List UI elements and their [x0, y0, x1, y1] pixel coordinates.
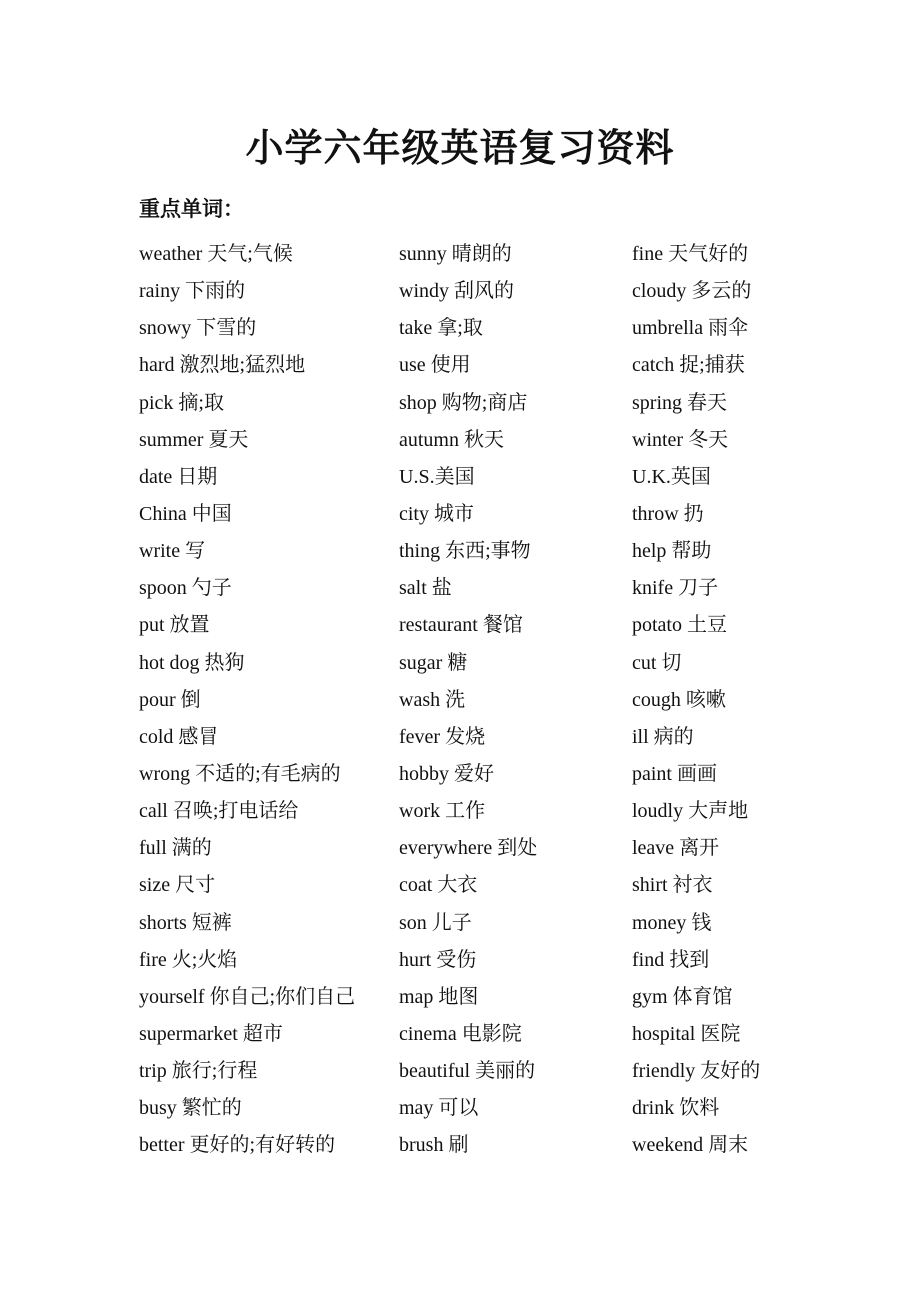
vocab-entry: map 地图: [399, 985, 479, 1008]
vocab-entry: autumn 秋天: [399, 428, 504, 451]
vocab-entry: brush 刷: [399, 1134, 469, 1157]
vocab-row: [0, 310, 920, 347]
vocab-entry: paint 画画: [632, 762, 717, 785]
vocab-entry: winter 冬天: [632, 428, 729, 451]
vocab-entry: U.K.英国: [632, 465, 711, 488]
vocab-entry: sunny 晴朗的: [399, 243, 512, 265]
vocab-entry: work 工作: [399, 800, 486, 823]
vocab-entry: full 满的: [139, 837, 212, 860]
vocab-entry: money 钱: [632, 911, 712, 934]
vocab-row: [0, 533, 920, 570]
vocab-entry: cut 切: [632, 651, 682, 674]
vocab-row: [0, 942, 920, 979]
vocab-entry: better 更好的;有好转的: [139, 1134, 336, 1157]
vocab-entry: cloudy 多云的: [632, 280, 752, 303]
vocab-row: [0, 1053, 920, 1090]
vocab-entry: call 召唤;打电话给: [139, 800, 299, 823]
vocab-entry: pick 摘;取: [139, 391, 224, 414]
vocab-entry: yourself 你自己;你们自己: [139, 985, 356, 1008]
vocab-entry: pour 倒: [139, 688, 201, 711]
vocabulary-table: [0, 236, 920, 1165]
vocab-row: [0, 756, 920, 793]
vocab-entry: supermarket 超市: [139, 1022, 283, 1045]
vocab-entry: cough 咳嗽: [632, 688, 726, 711]
vocab-entry: take 拿;取: [399, 317, 483, 340]
vocab-entry: son 儿子: [399, 911, 472, 934]
vocab-entry: find 找到: [632, 948, 710, 971]
vocab-row: [0, 273, 920, 310]
vocab-entry: everywhere 到处: [399, 837, 538, 860]
vocab-entry: beautiful 美丽的: [399, 1060, 536, 1083]
vocab-entry: sugar 糖: [399, 651, 468, 674]
vocab-entry: fever 发烧: [399, 725, 486, 748]
vocab-entry: fine 天气好的: [632, 243, 749, 265]
vocab-entry: umbrella 雨伞: [632, 317, 749, 340]
vocab-entry: put 放置: [139, 614, 210, 637]
vocab-entry: thing 东西;事物: [399, 540, 531, 563]
vocab-entry: hobby 爱好: [399, 762, 494, 785]
vocab-entry: spoon 勺子: [139, 577, 232, 600]
vocab-row: [0, 347, 920, 384]
vocab-entry: summer 夏天: [139, 428, 249, 451]
section-heading: 重点单词：: [139, 197, 244, 221]
vocab-entry: restaurant 餐馆: [399, 614, 523, 637]
vocab-entry: size 尺寸: [139, 874, 216, 897]
vocab-entry: potato 土豆: [632, 614, 727, 637]
vocab-row: [0, 570, 920, 607]
vocab-entry: trip 旅行;行程: [139, 1060, 258, 1083]
vocab-row: [0, 1127, 920, 1164]
vocab-entry: rainy 下雨的: [139, 280, 246, 303]
vocab-row: [0, 793, 920, 830]
vocab-entry: salt 盐: [399, 577, 452, 600]
vocab-entry: China 中国: [139, 502, 232, 525]
vocab-row: [0, 422, 920, 459]
vocab-entry: cold 感冒: [139, 725, 219, 748]
vocab-row: [0, 607, 920, 644]
vocab-row: [0, 496, 920, 533]
vocab-row: [0, 645, 920, 682]
vocab-entry: help 帮助: [632, 540, 712, 563]
vocab-entry: gym 体育馆: [632, 985, 733, 1008]
vocab-entry: city 城市: [399, 502, 474, 525]
vocab-entry: spring 春天: [632, 391, 727, 414]
vocab-entry: weekend 周末: [632, 1134, 749, 1157]
vocab-entry: windy 刮风的: [399, 280, 514, 303]
vocab-entry: shirt 衬衣: [632, 874, 713, 897]
vocab-row: [0, 867, 920, 904]
vocab-entry: busy 繁忙的: [139, 1097, 242, 1120]
vocab-entry: wash 洗: [399, 688, 466, 711]
vocab-entry: knife 刀子: [632, 577, 719, 600]
vocab-row: [0, 719, 920, 756]
vocab-entry: hurt 受伤: [399, 948, 477, 971]
vocab-entry: shop 购物;商店: [399, 391, 528, 414]
vocab-entry: hospital 医院: [632, 1022, 741, 1045]
vocab-entry: weather 天气;气候: [139, 243, 293, 265]
vocab-entry: shorts 短裤: [139, 911, 232, 934]
vocab-row: [0, 830, 920, 867]
vocab-entry: catch 捉;捕获: [632, 354, 745, 377]
vocab-entry: use 使用: [399, 354, 471, 377]
vocab-row: [0, 1016, 920, 1053]
vocab-entry: throw 扔: [632, 502, 704, 525]
vocab-entry: wrong 不适的;有毛病的: [139, 762, 341, 785]
vocab-row: [0, 1090, 920, 1127]
vocab-entry: U.S.美国: [399, 465, 475, 488]
vocab-row: [0, 236, 920, 273]
vocab-entry: hard 激烈地;猛烈地: [139, 354, 306, 377]
vocab-entry: date 日期: [139, 465, 218, 488]
vocab-entry: may 可以: [399, 1097, 479, 1120]
vocab-entry: coat 大衣: [399, 874, 478, 897]
vocab-entry: write 写: [139, 540, 206, 563]
vocab-entry: friendly 友好的: [632, 1060, 761, 1083]
vocab-row: [0, 385, 920, 422]
vocab-entry: cinema 电影院: [399, 1022, 522, 1045]
page-title: 小学六年级英语复习资料: [245, 126, 675, 170]
vocab-row: [0, 979, 920, 1016]
vocab-entry: leave 离开: [632, 837, 720, 860]
vocab-entry: loudly 大声地: [632, 800, 749, 823]
vocab-row: [0, 905, 920, 942]
vocab-row: [0, 459, 920, 496]
vocab-entry: fire 火;火焰: [139, 948, 238, 971]
vocab-entry: snowy 下雪的: [139, 317, 257, 340]
vocab-entry: ill 病的: [632, 725, 694, 748]
vocab-entry: hot dog 热狗: [139, 651, 245, 674]
vocab-entry: drink 饮料: [632, 1097, 720, 1120]
vocab-row: [0, 682, 920, 719]
